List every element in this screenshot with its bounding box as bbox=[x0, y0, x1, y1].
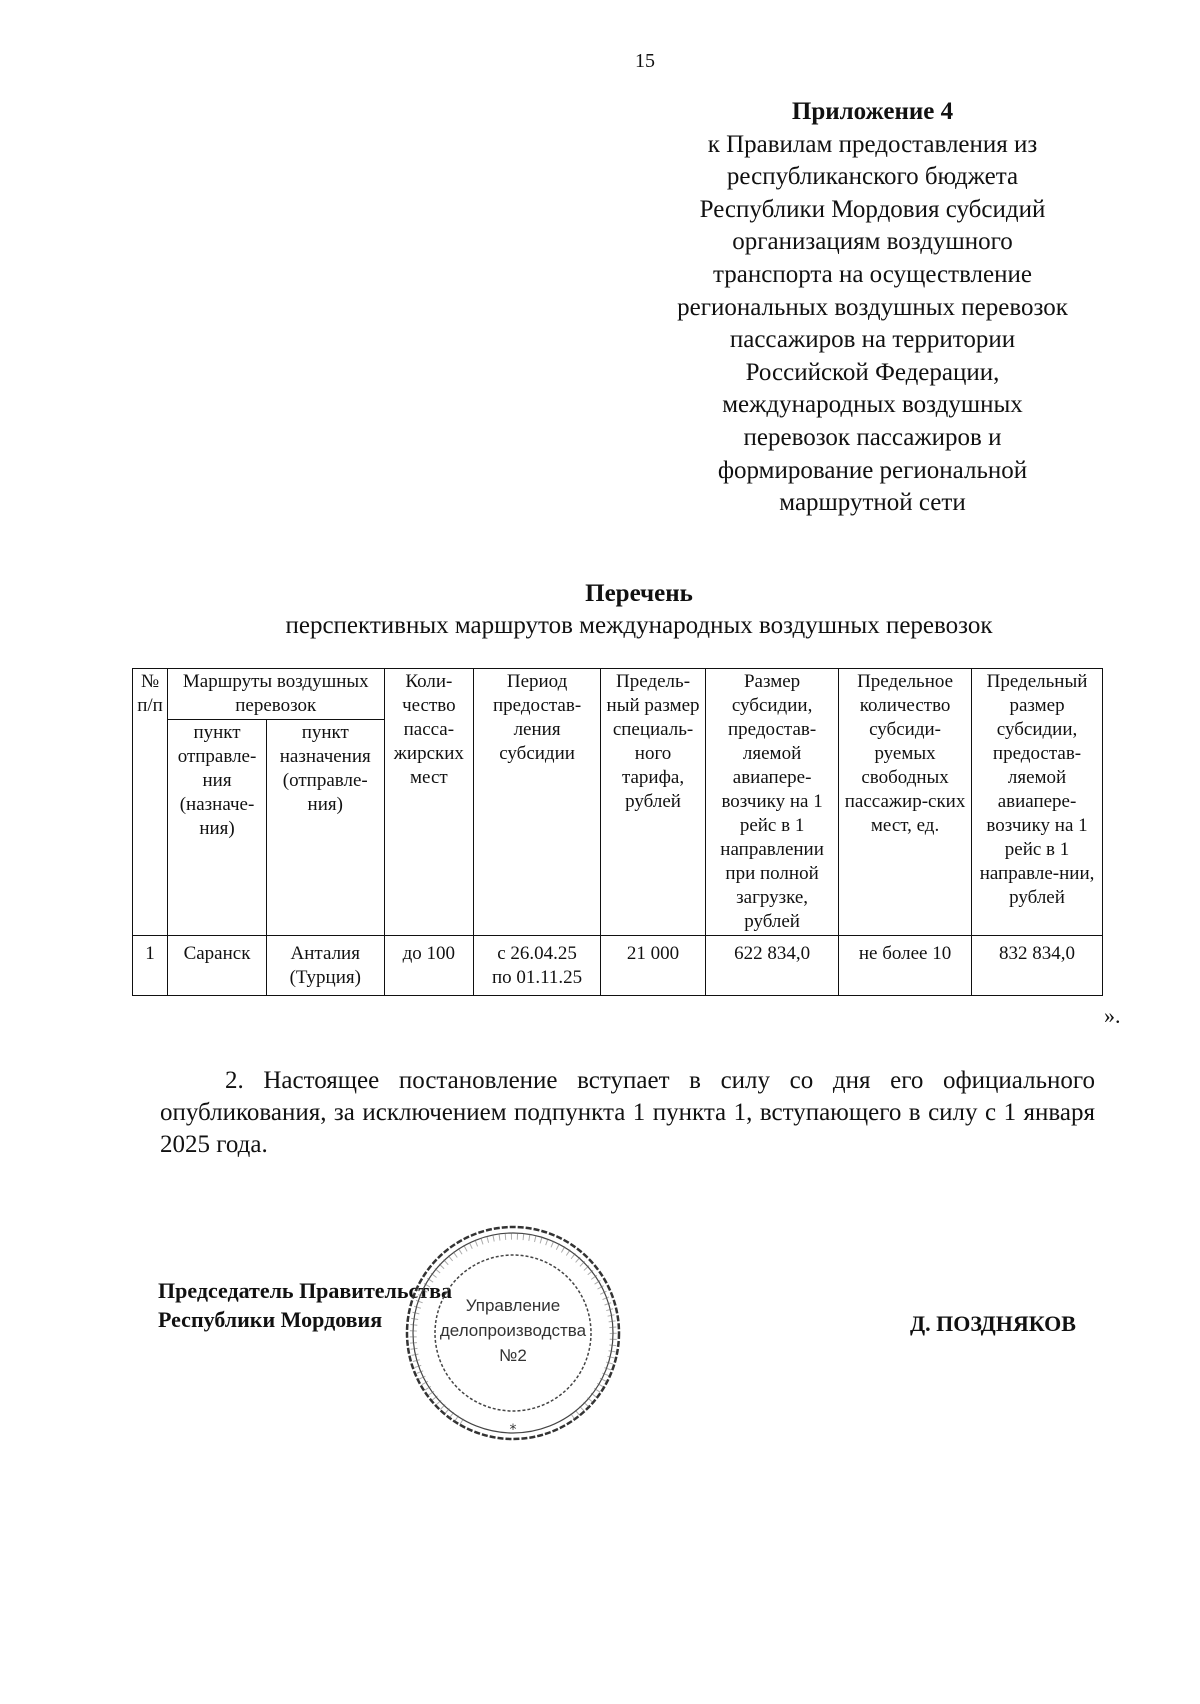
annex-line: Российской Федерации, bbox=[745, 358, 1000, 386]
svg-text:*: * bbox=[509, 1422, 517, 1438]
annex-line: организациям воздушного bbox=[732, 228, 1013, 256]
cell-period-to: по 01.11.25 bbox=[491, 967, 583, 988]
routes-table bbox=[132, 668, 1103, 996]
signer-position-line: Председатель Правительства bbox=[158, 1278, 452, 1303]
annex-line: к Правилам предоставления из bbox=[707, 130, 1038, 158]
cell-subsidy-full: 622 834,0 bbox=[706, 936, 839, 996]
stamp-line: делопроизводства bbox=[439, 1321, 587, 1340]
annex-line: транспорта на осуществление bbox=[713, 260, 1032, 288]
annex-line: маршрутной сети bbox=[779, 489, 966, 517]
cell-period-from: с 26.04.25 bbox=[497, 943, 577, 964]
header-free-seats: Предельное количество субсиди-руемых свободных пассажир-ских мест, ед. bbox=[839, 669, 972, 936]
cell-seats: до 100 bbox=[384, 936, 474, 996]
signer-name: Д. ПОЗДНЯКОВ bbox=[910, 1311, 1076, 1336]
annex-line: формирование региональной bbox=[717, 456, 1028, 484]
cell-departure: Саранск bbox=[168, 936, 267, 996]
stamp-line: Управление bbox=[465, 1296, 561, 1315]
cell-subsidy-max: 832 834,0 bbox=[972, 936, 1103, 996]
annex-line: республиканского бюджета bbox=[726, 163, 1019, 191]
header-departure: пункт отправле-ния (назначе-ния) bbox=[168, 720, 267, 936]
cell-period bbox=[474, 936, 601, 996]
list-title: Перечень bbox=[585, 580, 693, 607]
table-row bbox=[133, 936, 1103, 996]
table-header-row bbox=[133, 669, 1103, 720]
official-stamp bbox=[402, 1222, 624, 1444]
stamp-center-text bbox=[422, 1293, 604, 1368]
signer-position-line: Республики Мордовия bbox=[158, 1307, 383, 1332]
annex-line: Республики Мордовия субсидий bbox=[699, 195, 1046, 223]
annex-line: международных воздушных bbox=[722, 391, 1023, 419]
stamp-line: №2 bbox=[499, 1346, 527, 1365]
annex-line: пассажиров на территории bbox=[729, 326, 1016, 354]
header-tariff: Предель-ный размер специаль-ного тарифа, рублей bbox=[600, 669, 705, 936]
annex-line: региональных воздушных перевозок bbox=[677, 293, 1068, 321]
cell-tariff: 21 000 bbox=[600, 936, 705, 996]
cell-free-seats: не более 10 bbox=[839, 936, 972, 996]
cell-destination: Анталия (Турция) bbox=[267, 936, 385, 996]
closing-quote: ». bbox=[1104, 1003, 1121, 1028]
list-subtitle: перспективных маршрутов международных воздушных перевозок bbox=[285, 612, 993, 639]
annex-title: Приложение 4 bbox=[791, 98, 954, 125]
header-subsidy-full: Размер субсидии, предостав-ляемой авиапере-возчику на 1 рейс в 1 направлении при полной загрузке, рублей bbox=[706, 669, 839, 936]
header-period: Период предостав-ления субсидии bbox=[474, 669, 601, 936]
annex-header bbox=[640, 96, 1105, 520]
header-routes: Маршруты воздушных перевозок bbox=[168, 669, 384, 720]
page-number: 15 bbox=[635, 50, 655, 72]
annex-line: перевозок пассажиров и bbox=[743, 423, 1002, 451]
header-seats: Коли-чество пасса-жирских мест bbox=[384, 669, 474, 936]
header-destination: пункт назначения (отправле-ния) bbox=[267, 720, 385, 936]
effective-date-paragraph: 2. Настоящее постановление вступает в силу со дня его официального опубликования, за исключением подпункта 1 пункта 1, вступающего в силу с 1 января 2025 года. bbox=[160, 1067, 1095, 1158]
header-num: № п/п bbox=[133, 669, 168, 936]
cell-num: 1 bbox=[133, 936, 168, 996]
header-subsidy-max: Предельный размер субсидии, предостав-ляемой авиапере-возчику на 1 рейс в 1 направле-нии, рублей bbox=[972, 669, 1103, 936]
